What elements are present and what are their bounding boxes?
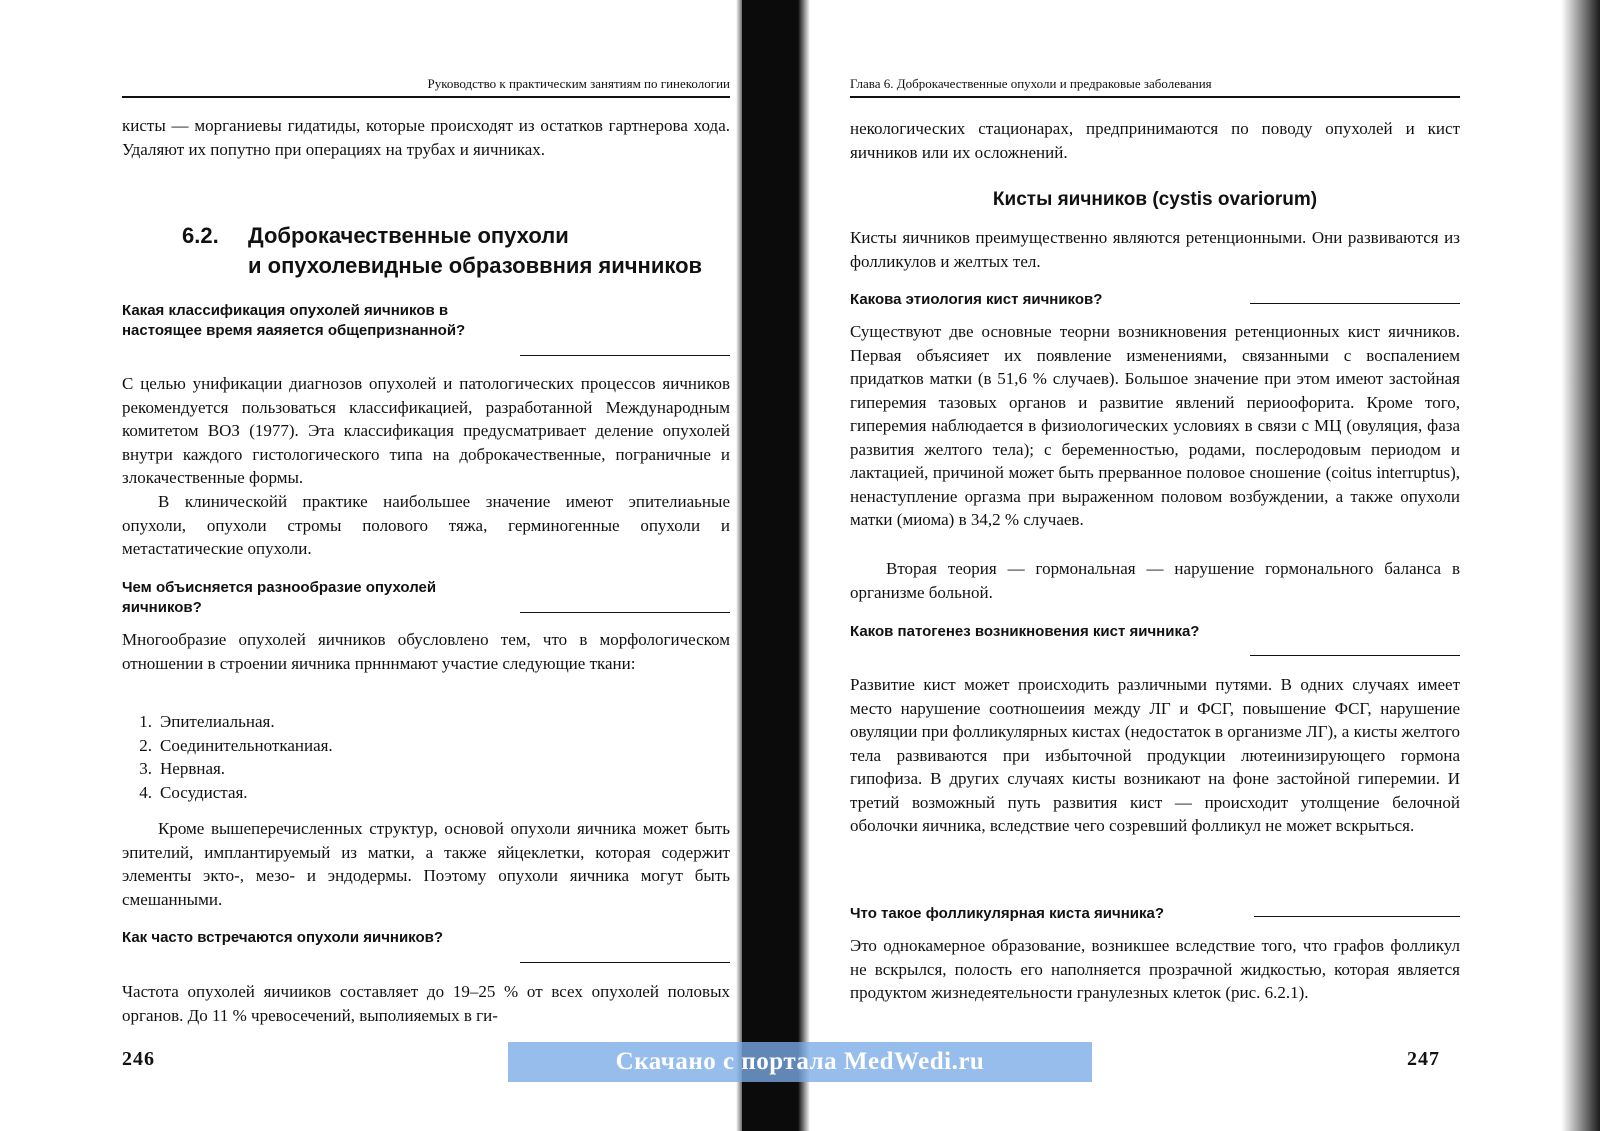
question-rule: [1250, 303, 1460, 304]
question-heading: Какова этиология кист яичников?: [850, 291, 1103, 308]
section-heading: [182, 221, 730, 281]
paragraph: С целью унификации диагнозов опухолей и патологических процессов яичников рекомендуется пользоваться классификацией, разработанной Международным комитетом ВОЗ (1977). Эта классификация предусматривает деление опухолей внутри каждого гистологического типа на доброкачественные, пограничные и злокачественные формы.: [122, 374, 730, 487]
continuation-text: некологических стационарах, предпринимаются по поводу опухолей и кист яичников или их осложнений.: [850, 119, 1460, 162]
list-item: 3. Нервная.: [139, 759, 226, 778]
question-block: [122, 301, 730, 341]
question-block: [850, 904, 1460, 924]
list-item: 1. Эпителиальная.: [139, 712, 275, 731]
subsection-heading: Кисты яичников (cystis ovariorum): [992, 189, 1318, 210]
continuation-text: кисты — морганиевы гидатиды, которые происходят из остатков гартнерова хода. Удаляют их попутно при операциях на трубах и яичниках.: [122, 116, 730, 159]
question-heading: Какая классификация опухолей яичников в настоящее время яаяяется общепризнанной?: [122, 302, 466, 339]
question-heading: Как часто встречаются опухоли яичников?: [122, 929, 444, 946]
watermark-text: Скачано с портала MedWedi.ru: [615, 1048, 985, 1075]
running-head-left: Руководство к практическим занятиям по гинекологии: [122, 76, 730, 98]
paragraph: Развитие кист может происходить различными путями. В одних случаях имеет место нарушение соотношеиия между ЛГ и ФСГ, повышение ФСГ, нарушение овуляции при фолликулярных кистах (недостаток в организме ЛГ), а кисты желтого тела развиваются при избыточной продукции лютеинизирующего гормона гипофиза. В других случаях кисты возникают на фоне застойной гиперемии. И третий возможный путь развития кист — происходит утолщение белочной оболочки яичника, вследствие чего созревший фолликул не может вскрыться.: [850, 675, 1460, 835]
list-item: 4. Сосудистая.: [139, 782, 248, 802]
page-number: 247: [1407, 1048, 1440, 1070]
running-head-right: Глава 6. Доброкачественные опухоли и предраковые заболевания: [850, 76, 1460, 98]
question-rule: [1254, 916, 1460, 917]
question-block: [850, 622, 1460, 642]
question-block: [122, 578, 730, 618]
book-gutter-shadow-right: [798, 0, 810, 1131]
scan-edge-shadow: [1545, 0, 1600, 1131]
paragraph: Кроме вышеперечисленных структур, основой опухоли яичника может быть эпителий, имплантируемый из матки, а также яйцеклетки, которая содержит элементы экто-, мезо- и эндодермы. Поэтому опухоли яичника могут быть смешанными.: [122, 819, 730, 909]
question-block: [850, 290, 1460, 310]
book-gutter: [742, 0, 804, 1131]
paragraph: Существуют две основные теорни возникновения ретенционных кист яичников. Первая объясияет их появление изменениями, связанными с воспалением придатков матки (в 51,6 % случаев). Большое значение при этом имеют застойная гиперемия тазовых органов и развитие явлений периоофорита. Кроме того, гиперемия наблюдается в физиологических условиях в связи с МЦ (овуляция, фаза развития желтого тела); с беременностью, родами, послеродовым периодом и лактацией, причиной может быть прерванное половое сношение (coitus interruptus), ненаступление оргазма при выраженном половом возбуждении, а также опухоли матки (миома) в 34,2 % случаев.: [850, 322, 1460, 529]
paragraph: Частота опухолей яичииков составляет до 19–25 % от всех опухолей половых органов. До 11 % чревосечений, выполияемых в ги-: [122, 982, 730, 1025]
paragraph: Вторая теория — гормональная — нарушение гормонального баланса в организме больной.: [850, 559, 1460, 602]
page-number: 246: [122, 1048, 155, 1070]
question-heading: Чем объисняется разнообразие опухолей яичников?: [122, 579, 437, 616]
paragraph: В клиническойй практике наибольшее значение имеют эпителиаьные опухоли, опухоли стромы полового тяжа, герминогенные опухоли и метастатические опухоли.: [122, 492, 730, 558]
question-heading: Что такое фолликулярная киста яичника?: [850, 905, 1165, 922]
question-heading: Каков патогенез возникновения кист яичника?: [850, 623, 1200, 640]
list-item: 2. Соединительнотканиая.: [139, 735, 333, 755]
tissue-list: [126, 710, 333, 804]
section-title-line-1: Доброкачественные опухоли: [248, 223, 569, 248]
question-rule: [1250, 655, 1460, 656]
paragraph: Это однокамерное образование, возникшее вследствие того, что графов фолликул не вскрылся, полость его наполняется прозрачной жидкостью, которая является продуктом жизнедеятельности гранулезных клеток (рис. 6.2.1).: [850, 936, 1460, 1002]
question-block: [122, 928, 730, 948]
paragraph: Кисты яичников преимущественно являются ретенционными. Они развиваются из фолликулов и желтых тел.: [850, 228, 1460, 271]
question-rule: [520, 355, 730, 356]
section-number: 6.2.: [182, 223, 219, 248]
section-title-line-2: и опухолевидные образоввния яичников: [248, 253, 703, 278]
paragraph: Многообразие опухолей яичников обусловлено тем, что в морфологическом отношении в строении яичника прнннмают участие следующие ткани:: [122, 630, 730, 673]
question-rule: [520, 962, 730, 963]
download-watermark: [508, 1042, 1092, 1082]
question-rule: [520, 612, 730, 613]
